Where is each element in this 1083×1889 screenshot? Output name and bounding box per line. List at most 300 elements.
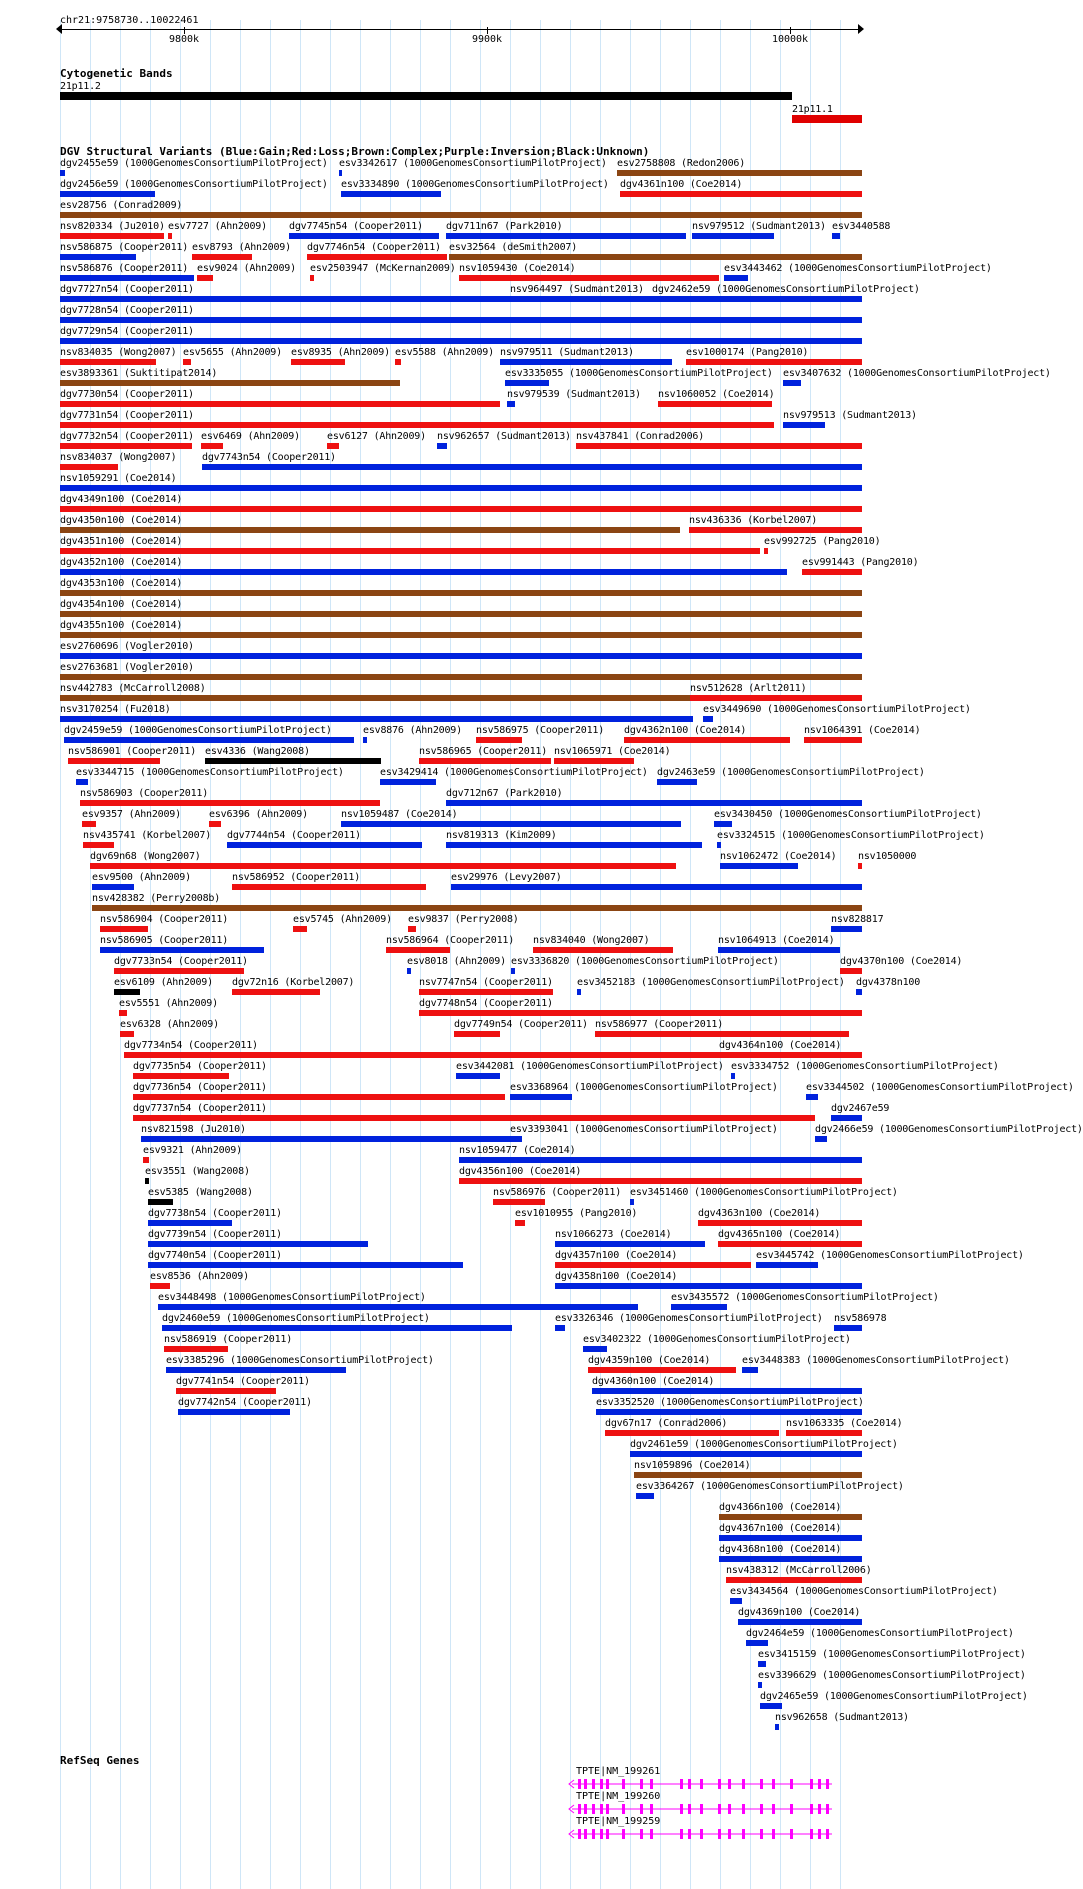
variant-bar[interactable] (289, 233, 439, 239)
variant-bar[interactable] (419, 758, 551, 764)
variant-label: nsv828817 (831, 914, 884, 925)
variant-label: nsv438312 (McCarroll2006) (726, 1565, 872, 1576)
variant-label: nsv979513 (Sudmant2013) (783, 410, 917, 421)
variant-bar[interactable] (339, 170, 342, 176)
variant-bar[interactable] (232, 989, 320, 995)
variant-bar[interactable] (291, 359, 345, 365)
variant-bar[interactable] (671, 1304, 727, 1310)
variant-bar[interactable] (605, 1430, 779, 1436)
variant-label: nsv962657 (Sudmant2013) (437, 431, 571, 442)
variant-label: esv3402322 (1000GenomesConsortiumPilotProject) (583, 1334, 851, 1345)
variant-bar[interactable] (307, 254, 447, 260)
variant-bar[interactable] (636, 1493, 654, 1499)
variant-bar[interactable] (327, 443, 339, 449)
variant-label: esv992725 (Pang2010) (764, 536, 881, 547)
variant-bar[interactable] (60, 338, 862, 344)
variant-bar[interactable] (630, 1451, 862, 1457)
variant-label: nsv586875 (Cooper2011) (60, 242, 189, 253)
variant-bar[interactable] (201, 443, 223, 449)
variant-label: esv3342617 (1000GenomesConsortiumPilotProject) (339, 158, 607, 169)
variant-label: esv3368964 (1000GenomesConsortiumPilotProject) (510, 1082, 778, 1093)
variant-bar[interactable] (459, 275, 719, 281)
variant-label: nsv586952 (Cooper2011) (232, 872, 361, 883)
variant-bar[interactable] (164, 1346, 228, 1352)
variant-label: dgv7739n54 (Cooper2011) (148, 1229, 282, 1240)
variant-bar[interactable] (698, 1220, 862, 1226)
variant-label: dgv4355n100 (Coe2014) (60, 620, 183, 631)
variant-bar[interactable] (731, 1073, 735, 1079)
variant-label: esv3336820 (1000GenomesConsortiumPilotProject) (511, 956, 779, 967)
cytoband-track-title[interactable]: Cytogenetic Bands (60, 67, 173, 80)
variant-bar[interactable] (166, 1367, 346, 1373)
variant-bar[interactable] (60, 674, 862, 680)
variant-bar[interactable] (756, 1262, 818, 1268)
variant-bar[interactable] (145, 1178, 149, 1184)
variant-label: dgv7742n54 (Cooper2011) (178, 1397, 312, 1408)
variant-bar[interactable] (419, 989, 553, 995)
variant-bar[interactable] (714, 821, 732, 827)
variant-bar[interactable] (60, 506, 862, 512)
variant-label: esv9321 (Ahn2009) (143, 1145, 242, 1156)
variant-bar[interactable] (60, 296, 862, 302)
variant-bar[interactable] (60, 611, 862, 617)
variant-label: dgv7734n54 (Cooper2011) (124, 1040, 258, 1051)
variant-bar[interactable] (60, 401, 500, 407)
variant-bar[interactable] (783, 380, 801, 386)
ruler-tick-label: 9900k (471, 34, 503, 45)
variant-bar[interactable] (60, 443, 192, 449)
variant-bar[interactable] (141, 1136, 522, 1142)
variant-label: nsv821598 (Ju2010) (141, 1124, 246, 1135)
variant-label: nsv436336 (Korbel2007) (689, 515, 818, 526)
variant-bar[interactable] (856, 989, 862, 995)
variant-bar[interactable] (80, 800, 380, 806)
variant-bar[interactable] (783, 422, 825, 428)
variant-label: esv8793 (Ahn2009) (192, 242, 291, 253)
variant-bar[interactable] (583, 1346, 607, 1352)
variant-bar[interactable] (162, 1325, 512, 1331)
variant-label: nsv586919 (Cooper2011) (164, 1334, 293, 1345)
variant-bar[interactable] (68, 758, 160, 764)
variant-label: dgv7729n54 (Cooper2011) (60, 326, 194, 337)
variant-label: esv3344715 (1000GenomesConsortiumPilotProject) (76, 767, 344, 778)
variant-label: dgv7732n54 (Cooper2011) (60, 431, 194, 442)
variant-label: dgv4364n100 (Coe2014) (719, 1040, 842, 1051)
variant-label: dgv2461e59 (1000GenomesConsortiumPilotProject) (630, 1439, 898, 1450)
variant-label: dgv2465e59 (1000GenomesConsortiumPilotProject) (760, 1691, 1028, 1702)
variant-label: esv3324515 (1000GenomesConsortiumPilotProject) (717, 830, 985, 841)
variant-bar[interactable] (310, 275, 314, 281)
variant-label: nsv1066273 (Coe2014) (555, 1229, 672, 1240)
variant-label: esv2758808 (Redon2006) (617, 158, 746, 169)
variant-bar[interactable] (60, 527, 680, 533)
variant-bar[interactable] (60, 422, 774, 428)
variant-bar[interactable] (60, 170, 65, 176)
variant-bar[interactable] (148, 1220, 232, 1226)
variant-bar[interactable] (804, 737, 862, 743)
variant-bar[interactable] (148, 1199, 173, 1205)
ruler-tick-label: 9800k (168, 34, 200, 45)
variant-bar[interactable] (60, 632, 862, 638)
variant-label: nsv586876 (Cooper2011) (60, 263, 189, 274)
variant-bar[interactable] (76, 779, 88, 785)
variant-label: dgv7735n54 (Cooper2011) (133, 1061, 267, 1072)
variant-label: dgv4378n100 (856, 977, 921, 988)
variant-label: esv6328 (Ahn2009) (120, 1019, 219, 1030)
variant-label: nsv834040 (Wong2007) (533, 935, 650, 946)
variant-bar[interactable] (363, 737, 367, 743)
variant-label: esv3440588 (832, 221, 891, 232)
variant-label: esv3430450 (1000GenomesConsortiumPilotProject) (714, 809, 982, 820)
variant-label: dgv4367n100 (Coe2014) (719, 1523, 842, 1534)
variant-label: dgv69n68 (Wong2007) (90, 851, 201, 862)
variant-label: esv6469 (Ahn2009) (201, 431, 300, 442)
coordinate-readout: chr21:9758730..10022461 (60, 15, 199, 26)
variant-bar[interactable] (515, 1220, 525, 1226)
gene-label: TPTE|NM_199259 (576, 1816, 661, 1827)
variant-bar[interactable] (446, 800, 862, 806)
variant-label: esv3344502 (1000GenomesConsortiumPilotProject) (806, 1082, 1074, 1093)
variant-label: nsv586965 (Cooper2011) (419, 746, 548, 757)
variant-bar[interactable] (454, 1031, 500, 1037)
variant-bar[interactable] (456, 1073, 500, 1079)
variant-label: nsv586901 (Cooper2011) (68, 746, 197, 757)
variant-label: esv6396 (Ahn2009) (209, 809, 308, 820)
variant-bar[interactable] (176, 1388, 276, 1394)
variant-bar[interactable] (60, 569, 787, 575)
variant-label: nsv1062472 (Coe2014) (720, 851, 837, 862)
variant-label: nsv586904 (Cooper2011) (100, 914, 229, 925)
variant-bar[interactable] (60, 380, 400, 386)
variant-bar[interactable] (831, 1115, 862, 1121)
variant-label: esv3385296 (1000GenomesConsortiumPilotProject) (166, 1355, 434, 1366)
variant-label: nsv3170254 (Fu2018) (60, 704, 171, 715)
variant-bar[interactable] (183, 359, 191, 365)
variant-label: esv3434564 (1000GenomesConsortiumPilotProject) (730, 1586, 998, 1597)
variant-bar[interactable] (60, 191, 155, 197)
variant-bar[interactable] (493, 1199, 545, 1205)
variant-label: dgv7745n54 (Cooper2011) (289, 221, 423, 232)
variant-bar[interactable] (158, 1304, 638, 1310)
variant-label: dgv2459e59 (1000GenomesConsortiumPilotProject) (64, 725, 332, 736)
variant-label: dgv4366n100 (Coe2014) (719, 1502, 842, 1513)
variant-label: nsv979511 (Sudmant2013) (500, 347, 634, 358)
variant-bar[interactable] (209, 821, 221, 827)
variant-bar[interactable] (82, 821, 96, 827)
variant-label: dgv7743n54 (Cooper2011) (202, 452, 336, 463)
variant-label: nsv437841 (Conrad2006) (576, 431, 705, 442)
variant-bar[interactable] (775, 1724, 779, 1730)
variant-label: nsv586976 (Cooper2011) (493, 1187, 622, 1198)
variant-label: esv3396629 (1000GenomesConsortiumPilotProject) (758, 1670, 1026, 1681)
variant-label: esv5745 (Ahn2009) (293, 914, 392, 925)
variant-label: dgv7737n54 (Cooper2011) (133, 1103, 267, 1114)
variant-label: nsv1059487 (Coe2014) (341, 809, 458, 820)
variant-bar[interactable] (133, 1073, 229, 1079)
variant-bar[interactable] (408, 926, 416, 932)
variant-bar[interactable] (143, 1157, 149, 1163)
variant-label: esv6109 (Ahn2009) (114, 977, 213, 988)
variant-bar[interactable] (419, 1010, 862, 1016)
variant-label: esv32564 (deSmith2007) (449, 242, 578, 253)
variant-bar[interactable] (232, 884, 426, 890)
variant-bar[interactable] (577, 989, 581, 995)
variant-bar[interactable] (507, 401, 515, 407)
variant-label: esv5385 (Wang2008) (148, 1187, 253, 1198)
variant-label: esv3435572 (1000GenomesConsortiumPilotProject) (671, 1292, 939, 1303)
variant-label: esv3393041 (1000GenomesConsortiumPilotProject) (510, 1124, 778, 1135)
variant-bar[interactable] (386, 947, 450, 953)
variant-label: dgv4358n100 (Coe2014) (555, 1271, 678, 1282)
variant-bar[interactable] (511, 968, 515, 974)
variant-bar[interactable] (760, 1703, 782, 1709)
variant-bar[interactable] (802, 569, 862, 575)
variant-bar[interactable] (168, 233, 172, 239)
variant-label: dgv7736n54 (Cooper2011) (133, 1082, 267, 1093)
variant-bar[interactable] (60, 359, 156, 365)
variant-bar[interactable] (588, 1367, 736, 1373)
variant-bar[interactable] (150, 1283, 170, 1289)
variant-bar[interactable] (596, 1409, 862, 1415)
variant-bar[interactable] (60, 233, 164, 239)
variant-bar[interactable] (459, 1157, 862, 1163)
variant-label: dgv7738n54 (Cooper2011) (148, 1208, 282, 1219)
variant-bar[interactable] (446, 842, 702, 848)
variant-bar[interactable] (630, 1199, 634, 1205)
variant-bar[interactable] (652, 296, 660, 302)
variant-bar[interactable] (617, 170, 862, 176)
variant-bar[interactable] (114, 968, 244, 974)
variant-label: nsv834035 (Wong2007) (60, 347, 177, 358)
variant-bar[interactable] (114, 989, 140, 995)
variant-label: esv7727 (Ahn2009) (168, 221, 267, 232)
variant-label: esv3326346 (1000GenomesConsortiumPilotProject) (555, 1313, 823, 1324)
variant-bar[interactable] (133, 1094, 505, 1100)
variant-bar[interactable] (595, 1031, 849, 1037)
variant-bar[interactable] (690, 695, 862, 701)
variant-label: dgv4352n100 (Coe2014) (60, 557, 183, 568)
variant-bar[interactable] (624, 737, 790, 743)
variant-label: dgv7740n54 (Cooper2011) (148, 1250, 282, 1261)
variant-bar[interactable] (395, 359, 401, 365)
variant-bar[interactable] (60, 275, 194, 281)
variant-bar[interactable] (83, 842, 114, 848)
variant-bar[interactable] (60, 548, 760, 554)
variant-bar[interactable] (192, 254, 252, 260)
variant-label: nsv586977 (Cooper2011) (595, 1019, 724, 1030)
variant-bar[interactable] (100, 926, 148, 932)
variant-bar[interactable] (554, 758, 634, 764)
variant-bar[interactable] (719, 1052, 862, 1058)
variant-bar[interactable] (657, 779, 697, 785)
variant-bar[interactable] (92, 884, 134, 890)
variant-bar[interactable] (178, 1409, 290, 1415)
variant-bar[interactable] (148, 1241, 368, 1247)
variant-bar[interactable] (120, 1031, 134, 1037)
variant-bar[interactable] (92, 905, 862, 911)
variant-bar[interactable] (555, 1262, 751, 1268)
variant-bar[interactable] (60, 485, 862, 491)
variant-bar[interactable] (720, 863, 798, 869)
variant-label: esv3445742 (1000GenomesConsortiumPilotProject) (756, 1250, 1024, 1261)
variant-label: esv3893361 (Suktitipat2014) (60, 368, 218, 379)
variant-bar[interactable] (686, 359, 862, 365)
variant-label: esv3334752 (1000GenomesConsortiumPilotProject) (731, 1061, 999, 1072)
variant-bar[interactable] (726, 1577, 862, 1583)
cytoband-label: 21p11.1 (792, 104, 833, 115)
variant-bar[interactable] (197, 275, 213, 281)
variant-bar[interactable] (718, 947, 840, 953)
variant-label: dgv4356n100 (Coe2014) (459, 1166, 582, 1177)
variant-label: dgv2456e59 (1000GenomesConsortiumPilotProject) (60, 179, 328, 190)
variant-bar[interactable] (758, 1682, 762, 1688)
variant-bar[interactable] (689, 527, 862, 533)
variant-bar[interactable] (533, 947, 673, 953)
variant-bar[interactable] (831, 926, 862, 932)
variant-label: nsv428382 (Perry2008b) (92, 893, 221, 904)
variant-label: dgv7748n54 (Cooper2011) (419, 998, 553, 1009)
variant-label: dgv7730n54 (Cooper2011) (60, 389, 194, 400)
variant-label: esv3442081 (1000GenomesConsortiumPilotProject) (456, 1061, 724, 1072)
variant-label: esv8536 (Ahn2009) (150, 1271, 249, 1282)
variant-label: esv3429414 (1000GenomesConsortiumPilotProject) (380, 767, 648, 778)
variant-bar[interactable] (555, 1241, 705, 1247)
variant-bar[interactable] (718, 1241, 862, 1247)
variant-label: esv9357 (Ahn2009) (82, 809, 181, 820)
variant-bar[interactable] (758, 1661, 766, 1667)
variant-bar[interactable] (555, 1283, 862, 1289)
variant-bar[interactable] (293, 926, 307, 932)
refseq-track-title[interactable]: RefSeq Genes (60, 1754, 140, 1767)
variant-label: dgv4365n100 (Coe2014) (718, 1229, 841, 1240)
variant-bar[interactable] (437, 443, 447, 449)
variant-bar[interactable] (510, 1094, 572, 1100)
variant-bar[interactable] (840, 968, 862, 974)
variant-bar[interactable] (64, 737, 354, 743)
variant-bar[interactable] (60, 212, 862, 218)
variant-bar[interactable] (446, 233, 686, 239)
variant-label: dgv4368n100 (Coe2014) (719, 1544, 842, 1555)
variant-label: esv5655 (Ahn2009) (183, 347, 282, 358)
variant-bar[interactable] (832, 233, 840, 239)
variant-label: dgv7733n54 (Cooper2011) (114, 956, 248, 967)
variant-bar[interactable] (719, 1535, 862, 1541)
variant-bar[interactable] (746, 1640, 768, 1646)
variant-bar[interactable] (634, 1472, 862, 1478)
variant-label: dgv4359n100 (Coe2014) (588, 1355, 711, 1366)
variant-bar[interactable] (459, 1178, 862, 1184)
variant-bar[interactable] (719, 1556, 862, 1562)
variant-bar[interactable] (719, 1514, 862, 1520)
variant-bar[interactable] (60, 317, 862, 323)
variant-label: dgv72n16 (Korbel2007) (232, 977, 355, 988)
variant-label: nsv1064913 (Coe2014) (718, 935, 835, 946)
variant-bar[interactable] (786, 1430, 862, 1436)
variant-label: esv3452183 (1000GenomesConsortiumPilotProject) (577, 977, 845, 988)
variant-bar[interactable] (717, 842, 721, 848)
variant-label: esv3334890 (1000GenomesConsortiumPilotProject) (341, 179, 609, 190)
variant-bar[interactable] (764, 548, 768, 554)
variant-bar[interactable] (730, 1598, 742, 1604)
variant-bar[interactable] (60, 653, 862, 659)
variant-bar[interactable] (724, 275, 748, 281)
variant-label: esv3448383 (1000GenomesConsortiumPilotProject) (742, 1355, 1010, 1366)
variant-bar[interactable] (60, 590, 862, 596)
variant-bar[interactable] (100, 947, 264, 953)
variant-bar[interactable] (815, 1136, 827, 1142)
variant-bar[interactable] (692, 233, 774, 239)
variant-bar[interactable] (834, 1325, 862, 1331)
variant-bar[interactable] (555, 1325, 565, 1331)
variant-bar[interactable] (742, 1367, 758, 1373)
variant-bar[interactable] (592, 1388, 862, 1394)
variant-bar[interactable] (119, 1010, 127, 1016)
variant-bar[interactable] (500, 359, 672, 365)
variant-bar[interactable] (205, 758, 381, 764)
variant-bar[interactable] (60, 464, 118, 470)
gene-label: TPTE|NM_199260 (576, 1791, 661, 1802)
variant-bar[interactable] (407, 968, 411, 974)
variant-bar[interactable] (620, 191, 862, 197)
variant-label: nsv512628 (Arlt2011) (690, 683, 807, 694)
variant-label: dgv7727n54 (Cooper2011) (60, 284, 194, 295)
variant-bar[interactable] (380, 779, 436, 785)
variant-label: esv9500 (Ahn2009) (92, 872, 191, 883)
variant-label: esv9837 (Perry2008) (408, 914, 519, 925)
variant-bar[interactable] (510, 296, 544, 302)
variant-label: nsv1065971 (Coe2014) (554, 746, 671, 757)
variant-label: esv2503947 (McKernan2009) (310, 263, 456, 274)
variant-bar[interactable] (703, 716, 713, 722)
variant-bar[interactable] (60, 716, 693, 722)
variant-bar[interactable] (858, 863, 862, 869)
variant-label: dgv7746n54 (Cooper2011) (307, 242, 441, 253)
variant-label: dgv4351n100 (Coe2014) (60, 536, 183, 547)
variant-label: nsv7747n54 (Cooper2011) (419, 977, 553, 988)
variant-bar[interactable] (341, 191, 441, 197)
variant-label: dgv711n67 (Park2010) (446, 221, 563, 232)
variant-bar[interactable] (202, 464, 862, 470)
variant-bar[interactable] (148, 1262, 463, 1268)
variant-label: nsv964497 (Sudmant2013) (510, 284, 644, 295)
variant-bar[interactable] (90, 863, 676, 869)
variant-label: nsv1050000 (858, 851, 917, 862)
variant-label: nsv435741 (Korbel2007) (83, 830, 212, 841)
variant-label: esv991443 (Pang2010) (802, 557, 919, 568)
variant-label: nsv586975 (Cooper2011) (476, 725, 605, 736)
variant-label: dgv7741n54 (Cooper2011) (176, 1376, 310, 1387)
variant-bar[interactable] (341, 821, 681, 827)
variant-bar[interactable] (806, 1094, 818, 1100)
variant-bar[interactable] (133, 1115, 815, 1121)
variant-bar[interactable] (505, 380, 549, 386)
variant-label: dgv4362n100 (Coe2014) (624, 725, 747, 736)
variant-bar[interactable] (510, 1136, 518, 1142)
dgv-track-title[interactable]: DGV Structural Variants (Blue:Gain;Red:Loss;Brown:Complex;Purple:Inversion;Black:Unknown) (60, 145, 650, 158)
variant-bar[interactable] (658, 401, 772, 407)
variant-bar[interactable] (476, 737, 522, 743)
variant-label: esv3449690 (1000GenomesConsortiumPilotProject) (703, 704, 971, 715)
variant-bar[interactable] (449, 254, 862, 260)
variant-bar[interactable] (576, 443, 862, 449)
variant-bar[interactable] (60, 254, 136, 260)
variant-label: esv3407632 (1000GenomesConsortiumPilotProject) (783, 368, 1051, 379)
variant-bar[interactable] (227, 842, 422, 848)
variant-label: nsv586905 (Cooper2011) (100, 935, 229, 946)
variant-label: dgv4361n100 (Coe2014) (620, 179, 743, 190)
variant-bar[interactable] (451, 884, 862, 890)
variant-bar[interactable] (738, 1619, 862, 1625)
